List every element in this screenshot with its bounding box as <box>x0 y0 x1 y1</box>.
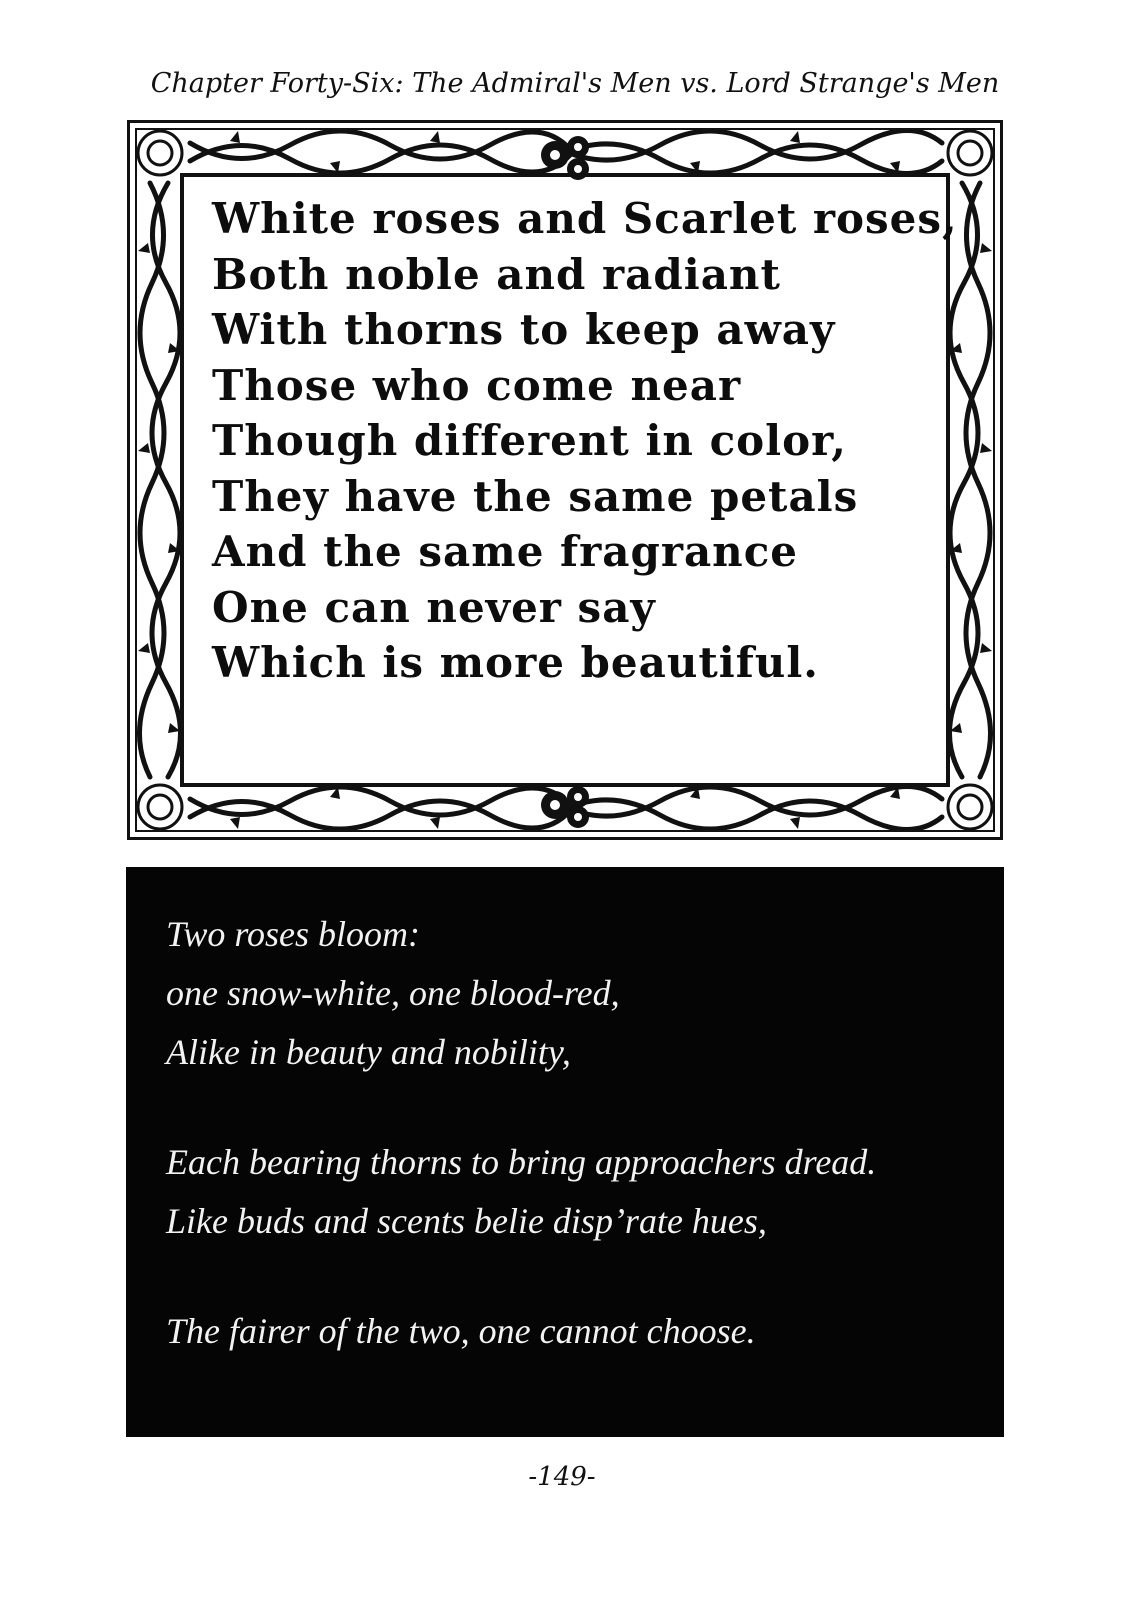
poem-line: And the same fragrance <box>212 527 798 576</box>
translation-box <box>126 867 1004 1437</box>
translation-line: The fairer of the two, one cannot choose. <box>166 1311 756 1351</box>
blackletter-poem <box>212 191 958 691</box>
chapter-title: Chapter Forty-Six: The Admiral's Men vs. Lord Strange's Men <box>150 68 1000 99</box>
poem-line: With thorns to keep away <box>212 305 836 354</box>
translation-line: Each bearing thorns to bring approachers dread. <box>166 1142 877 1182</box>
poem-line: One can never say <box>212 582 656 632</box>
poem-line: Which is more beautiful. <box>212 638 819 687</box>
poem-line: White roses and Scarlet roses, <box>212 194 958 243</box>
page-number: -149- <box>528 1462 596 1492</box>
poem-line: Both noble and radiant <box>212 249 781 299</box>
ornamental-poem-frame <box>127 120 1003 840</box>
translation-line: Two roses bloom: <box>166 914 421 954</box>
translation-line: Alike in beauty and nobility, <box>166 1032 571 1072</box>
poem-line: They have the same petals <box>212 471 859 521</box>
translation-line: one snow-white, one blood-red, <box>166 973 620 1013</box>
poem-line: Though different in color, <box>212 416 847 465</box>
translation-line: Like buds and scents belie dispʼrate hues, <box>166 1201 767 1241</box>
poem-line: Those who come near <box>212 360 742 410</box>
